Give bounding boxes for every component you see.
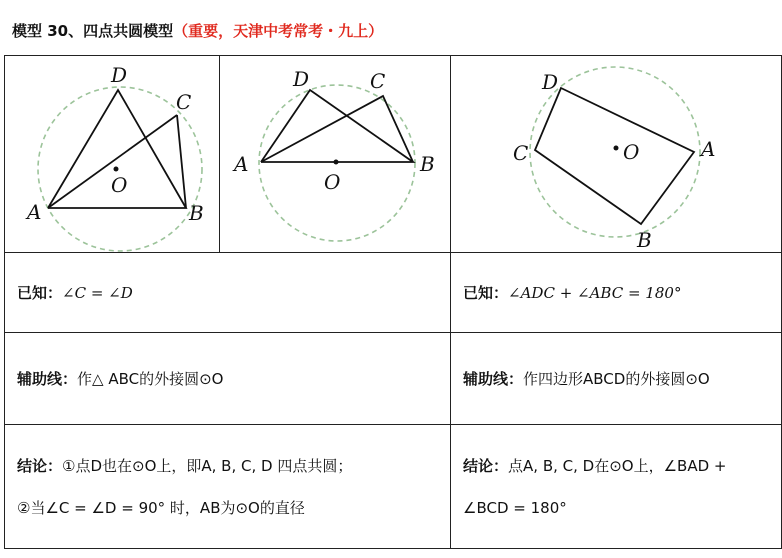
fig2-label-A: A xyxy=(234,152,249,176)
left-known-cell xyxy=(5,253,451,333)
figure-1-center-dot xyxy=(114,167,119,172)
page-title xyxy=(12,20,383,41)
right-aux-label: 辅助线： xyxy=(463,369,524,388)
fig3-label-D: D xyxy=(542,70,559,94)
fig1-label-C: C xyxy=(176,90,192,114)
right-conclusion-label: 结论： xyxy=(463,456,509,475)
left-conclusion-label: 结论： xyxy=(17,456,63,475)
left-aux-cell xyxy=(5,333,451,425)
left-aux-label: 辅助线： xyxy=(17,369,78,388)
right-conclusion-line1: 点A, B, C, D在⊙O上，∠BAD + xyxy=(508,456,727,475)
right-conclusion-cell xyxy=(451,425,782,549)
fig3-label-O: O xyxy=(623,140,640,164)
fig2-label-B: B xyxy=(420,152,435,176)
left-known-value: ∠C = ∠D xyxy=(62,283,133,302)
left-aux-value: 作△ ABC的外接圆⊙O xyxy=(77,369,224,388)
figure-1-diagram xyxy=(5,56,219,252)
figure-3-quadrilateral xyxy=(535,88,694,224)
figure-2-center-dot xyxy=(334,160,339,165)
title-main: 模型 30、四点共圆模型 xyxy=(12,22,174,40)
figure-3-diagram xyxy=(451,56,781,252)
figure-2-diagram xyxy=(220,56,450,252)
right-aux-value: 作四边形ABCD的外接圆⊙O xyxy=(523,369,710,388)
title-note: （重要，天津中考常考・九上） xyxy=(173,22,384,40)
fig1-label-A: A xyxy=(27,200,42,224)
fig3-label-B: B xyxy=(637,228,652,252)
fig3-label-A: A xyxy=(701,137,716,161)
left-known-label: 已知： xyxy=(17,283,63,302)
right-aux-cell xyxy=(451,333,782,425)
right-known-label: 已知： xyxy=(463,283,509,302)
left-conclusion-cell xyxy=(5,425,451,549)
fig3-label-C: C xyxy=(513,141,529,165)
figure-2-triangle-ADB xyxy=(261,90,413,162)
fig1-label-O: O xyxy=(111,173,128,197)
figure-cell-2 xyxy=(220,56,451,253)
right-known-cell xyxy=(451,253,782,333)
fig2-label-C: C xyxy=(370,69,386,93)
fig2-label-O: O xyxy=(324,170,341,194)
right-conclusion-line2: ∠BCD = 180° xyxy=(463,498,567,517)
model-table xyxy=(4,55,782,549)
right-known-value: ∠ADC + ∠ABC = 180° xyxy=(508,283,682,302)
fig1-label-D: D xyxy=(111,63,128,87)
left-conclusion-line2: ②当∠C = ∠D = 90° 时，AB为⊙O的直径 xyxy=(17,498,305,517)
left-conclusion-line1: ①点D也在⊙O上，即A, B, C, D 四点共圆； xyxy=(62,456,353,475)
figure-3-center-dot xyxy=(614,146,619,151)
fig1-label-B: B xyxy=(189,201,204,225)
fig2-label-D: D xyxy=(293,67,310,91)
figure-cell-3 xyxy=(451,56,782,253)
figure-cell-1 xyxy=(5,56,220,253)
